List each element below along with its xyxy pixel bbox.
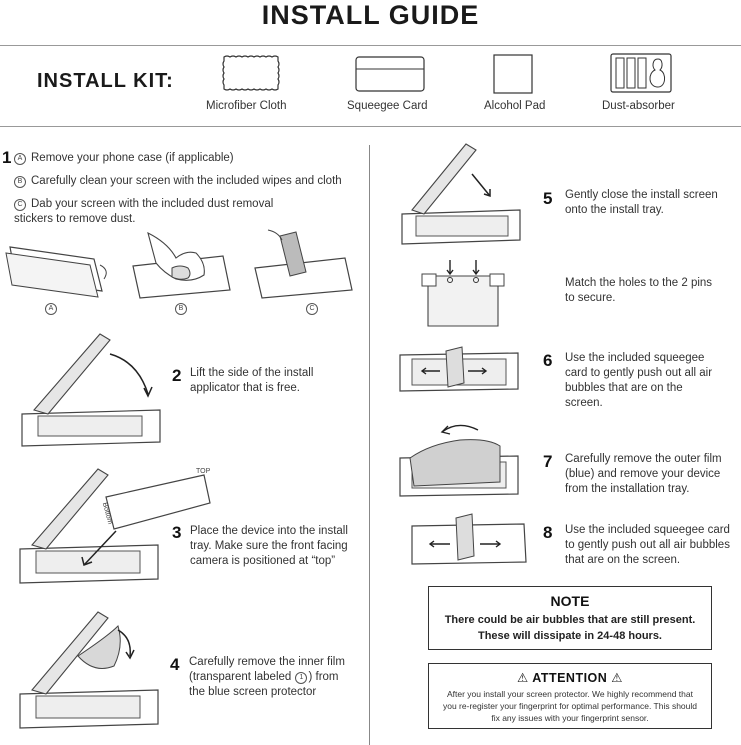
step-number: 7	[543, 452, 553, 471]
note-box	[428, 586, 712, 650]
marker-b: B	[14, 176, 26, 188]
figure-label-b: B	[175, 298, 192, 316]
step-4-text: Carefully remove the inner film (transparent labeled 1 ) from the blue screen protector	[189, 656, 345, 698]
step-5-text: Gently close the install screen onto the install tray.	[565, 189, 718, 216]
kit-item-label: Alcohol Pad	[484, 100, 546, 112]
clean-screen-figure	[128, 228, 233, 300]
attention-text: After you install your screen protector. We highly recommend that you re-register your fingerprint for optimal performance. This should fix any issues with your fingerprint sensor.	[442, 689, 697, 723]
figure-label-c: C	[306, 298, 323, 316]
marker-a: A	[14, 153, 26, 165]
remove-outer-film-figure	[398, 418, 523, 500]
figure-label-a: A	[45, 298, 62, 316]
divider	[0, 126, 741, 127]
kit-item-label: Squeegee Card	[347, 100, 428, 112]
marker-1: 1	[295, 672, 307, 684]
microfiber-cloth-icon	[222, 55, 282, 93]
note-text: There could be air bubbles that are still present. These will dissipate in 24-48 hours.	[444, 614, 696, 642]
marker-c: C	[14, 199, 26, 211]
note-title: NOTE	[550, 593, 590, 609]
squeegee-tray-figure	[398, 345, 523, 395]
step-5-subtext: Match the holes to the 2 pins to secure.	[565, 277, 713, 304]
kit-item-label: Dust-absorber	[602, 100, 675, 112]
top-label: TOP	[196, 468, 211, 475]
dust-sticker-figure	[250, 228, 355, 300]
attention-box	[428, 663, 712, 729]
squeegee-card-icon	[355, 56, 425, 92]
close-install-screen-figure	[400, 140, 525, 250]
step-number: 8	[543, 523, 553, 542]
step-number: 2	[172, 366, 182, 385]
step-number: 5	[543, 189, 553, 208]
place-device-figure	[18, 467, 213, 587]
dust-absorber-icon	[610, 53, 672, 93]
warning-icon: ⚠	[516, 671, 529, 685]
column-divider	[369, 145, 370, 745]
page-title: INSTALL GUIDE	[261, 0, 480, 30]
alcohol-pad-icon	[493, 54, 533, 94]
squeegee-device-figure	[410, 512, 530, 567]
step-number: 4	[170, 655, 180, 674]
step-7-text: Carefully remove the outer film (blue) and remove your device from the installation tray.	[565, 453, 722, 495]
step-number: 1	[2, 148, 12, 167]
attention-header	[429, 670, 711, 685]
step-number: 3	[172, 523, 182, 542]
remove-inner-film-figure	[18, 606, 168, 731]
step-6-text: Use the included squeegee card to gently push out all air bubbles that are on the screen.	[565, 352, 713, 409]
step-2-text: Lift the side of the install applicator that is free.	[190, 367, 314, 394]
step-number: 6	[543, 351, 553, 370]
lift-applicator-figure	[20, 332, 165, 452]
attention-title: ATTENTION	[532, 671, 608, 685]
divider	[0, 45, 741, 46]
step-8-text: Use the included squeegee card to gently push out all air bubbles that are on the screen.	[565, 524, 730, 566]
remove-case-figure	[2, 245, 112, 300]
step-3-text: Place the device into the install tray. Make sure the front facing camera is positioned at “top”	[190, 525, 348, 567]
bottom-label: Bottom	[100, 501, 114, 526]
step-1-text: A Remove your phone case (if applicable) B Carefully clean your screen with the included wipes and cloth C Dab your screen with the included dust removal stickers to remove dust.	[14, 152, 342, 225]
kit-item-label: Microfiber Cloth	[206, 100, 287, 112]
warning-icon: ⚠	[611, 671, 624, 685]
install-kit-label: INSTALL KIT:	[37, 70, 174, 92]
match-pins-figure	[418, 258, 508, 328]
